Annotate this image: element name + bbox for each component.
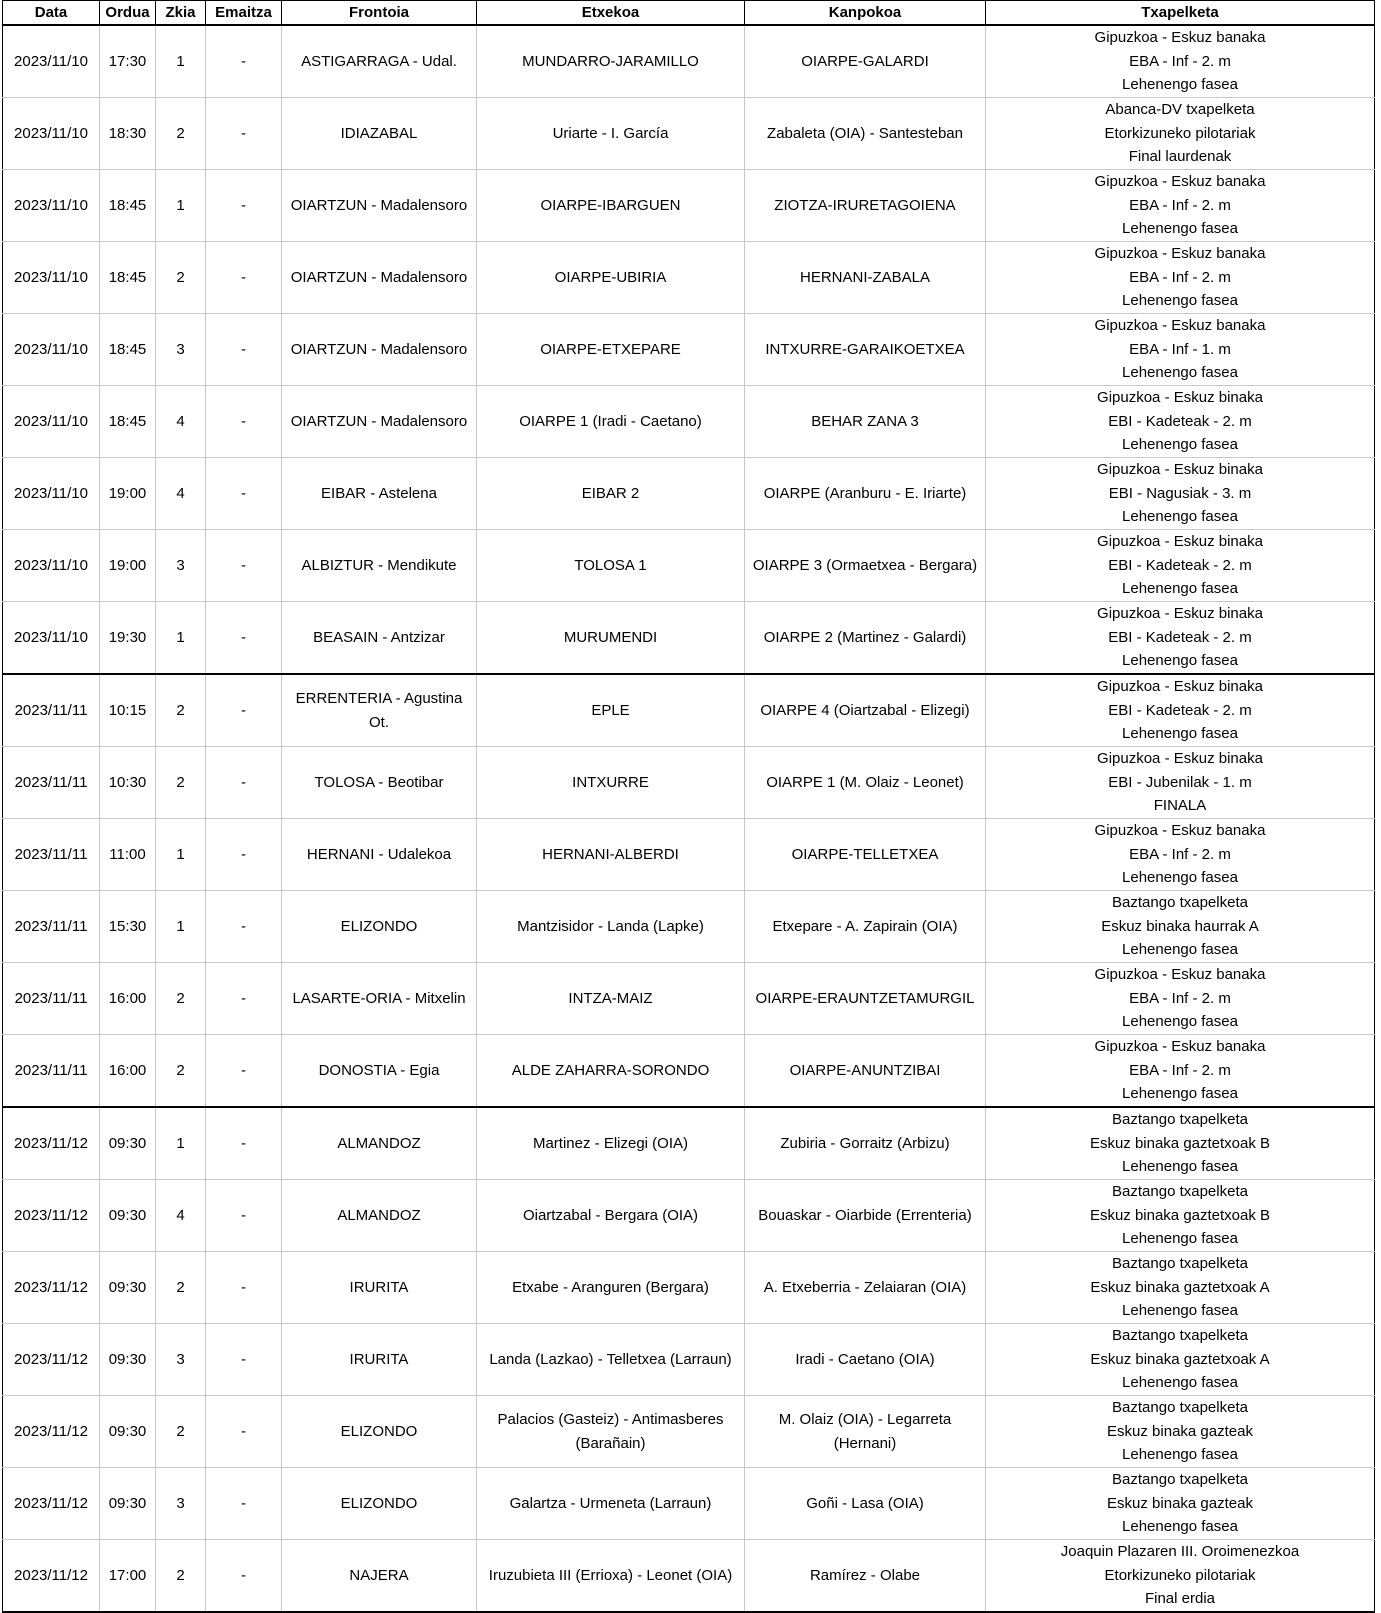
cell-etxekoa: Galartza - Urmeneta (Larraun): [477, 1468, 745, 1540]
txapelketa-line: Baztango txapelketa: [1112, 1111, 1248, 1129]
cell-emaitza: -: [206, 747, 282, 819]
cell-txapelketa: [986, 963, 1375, 1035]
cell-data: 2023/11/10: [3, 170, 100, 242]
cell-ordua: 18:45: [100, 242, 156, 314]
cell-txapelketa: [986, 98, 1375, 170]
txapelketa-line: Eskuz binaka gazteak: [1107, 1422, 1253, 1440]
cell-ordua: 10:30: [100, 747, 156, 819]
cell-emaitza: -: [206, 819, 282, 891]
cell-etxekoa: Uriarte - I. García: [477, 98, 745, 170]
table-row: [3, 314, 1375, 386]
txapelketa-line: EBI - Kadeteak - 2. m: [1108, 701, 1252, 719]
cell-zkia: 3: [156, 530, 206, 602]
cell-ordua: 09:30: [100, 1180, 156, 1252]
cell-emaitza: -: [206, 1468, 282, 1540]
cell-data: 2023/11/12: [3, 1107, 100, 1180]
table-row: [3, 1180, 1375, 1252]
cell-data: 2023/11/12: [3, 1180, 100, 1252]
cell-txapelketa: [986, 314, 1375, 386]
cell-frontoia: ALBIZTUR - Mendikute: [282, 530, 477, 602]
table-row: [3, 747, 1375, 819]
cell-etxekoa: OIARPE-IBARGUEN: [477, 170, 745, 242]
cell-txapelketa: [986, 1107, 1375, 1180]
cell-txapelketa: [986, 1252, 1375, 1324]
table-row: [3, 1324, 1375, 1396]
txapelketa-line: Etorkizuneko pilotariak: [1104, 1566, 1256, 1584]
table-row: [3, 530, 1375, 602]
cell-frontoia: EIBAR - Astelena: [282, 458, 477, 530]
cell-etxekoa: INTZA-MAIZ: [477, 963, 745, 1035]
cell-etxekoa: OIARPE-UBIRIA: [477, 242, 745, 314]
txapelketa-line: Lehenengo fasea: [1122, 292, 1238, 310]
txapelketa-line: EBA - Inf - 1. m: [1129, 340, 1231, 358]
txapelketa-line: Final erdia: [1144, 1590, 1216, 1608]
cell-kanpokoa: OIARPE-ERAUNTZETAMURGIL: [745, 963, 986, 1035]
cell-ordua: 09:30: [100, 1468, 156, 1540]
cell-frontoia: ELIZONDO: [282, 891, 477, 963]
cell-txapelketa: [986, 891, 1375, 963]
cell-kanpokoa: OIARPE (Aranburu - E. Iriarte): [745, 458, 986, 530]
cell-frontoia: IRURITA: [282, 1324, 477, 1396]
table-row: [3, 1035, 1375, 1108]
txapelketa-line: Baztango txapelketa: [1112, 1255, 1248, 1273]
cell-emaitza: -: [206, 963, 282, 1035]
cell-txapelketa: [986, 602, 1375, 675]
table-row: [3, 602, 1375, 675]
cell-ordua: 09:30: [100, 1396, 156, 1468]
cell-emaitza: -: [206, 458, 282, 530]
cell-etxekoa: ALDE ZAHARRA-SORONDO: [477, 1035, 745, 1108]
txapelketa-line: EBA - Inf - 2. m: [1129, 845, 1231, 863]
cell-data: 2023/11/11: [3, 747, 100, 819]
cell-data: 2023/11/10: [3, 602, 100, 675]
cell-emaitza: -: [206, 242, 282, 314]
cell-zkia: 4: [156, 1180, 206, 1252]
cell-zkia: 3: [156, 1468, 206, 1540]
cell-data: 2023/11/12: [3, 1468, 100, 1540]
table-row: [3, 170, 1375, 242]
cell-ordua: 09:30: [100, 1107, 156, 1180]
txapelketa-line: Eskuz binaka gaztetxoak B: [1089, 1134, 1271, 1152]
cell-frontoia: DONOSTIA - Egia: [282, 1035, 477, 1108]
cell-frontoia: OIARTZUN - Madalensoro: [282, 170, 477, 242]
txapelketa-line: Lehenengo fasea: [1122, 1446, 1238, 1464]
cell-data: 2023/11/10: [3, 242, 100, 314]
cell-zkia: 1: [156, 1107, 206, 1180]
cell-kanpokoa: OIARPE-GALARDI: [745, 25, 986, 98]
cell-frontoia: IRURITA: [282, 1252, 477, 1324]
cell-txapelketa: [986, 1540, 1375, 1613]
column-header-etxekoa: Etxekoa: [477, 1, 745, 26]
txapelketa-line: Lehenengo fasea: [1122, 436, 1238, 454]
txapelketa-line: Gipuzkoa - Eskuz binaka: [1097, 605, 1263, 623]
cell-emaitza: -: [206, 602, 282, 675]
cell-ordua: 18:45: [100, 170, 156, 242]
cell-etxekoa: Mantzisidor - Landa (Lapke): [477, 891, 745, 963]
cell-zkia: 2: [156, 1396, 206, 1468]
table-row: [3, 386, 1375, 458]
cell-frontoia: ASTIGARRAGA - Udal.: [282, 25, 477, 98]
txapelketa-line: Lehenengo fasea: [1122, 1158, 1238, 1176]
cell-emaitza: -: [206, 1180, 282, 1252]
txapelketa-line: Gipuzkoa - Eskuz binaka: [1097, 461, 1263, 479]
txapelketa-line: Lehenengo fasea: [1122, 1085, 1238, 1103]
txapelketa-line: EBA - Inf - 2. m: [1129, 196, 1231, 214]
cell-frontoia: ELIZONDO: [282, 1468, 477, 1540]
cell-etxekoa: OIARPE-ETXEPARE: [477, 314, 745, 386]
table-row: [3, 1540, 1375, 1613]
cell-data: 2023/11/10: [3, 458, 100, 530]
cell-txapelketa: [986, 674, 1375, 747]
cell-kanpokoa: Ramírez - Olabe: [745, 1540, 986, 1613]
cell-frontoia: OIARTZUN - Madalensoro: [282, 242, 477, 314]
cell-txapelketa: [986, 25, 1375, 98]
cell-txapelketa: [986, 1035, 1375, 1108]
column-header-data: Data: [3, 1, 100, 26]
cell-zkia: 4: [156, 458, 206, 530]
cell-txapelketa: [986, 386, 1375, 458]
cell-ordua: 09:30: [100, 1252, 156, 1324]
table-row: [3, 963, 1375, 1035]
txapelketa-line: Gipuzkoa - Eskuz binaka: [1097, 678, 1263, 696]
cell-frontoia: ELIZONDO: [282, 1396, 477, 1468]
txapelketa-line: Eskuz binaka gaztetxoak A: [1090, 1350, 1270, 1368]
cell-emaitza: -: [206, 1252, 282, 1324]
cell-frontoia: IDIAZABAL: [282, 98, 477, 170]
cell-ordua: 18:45: [100, 386, 156, 458]
txapelketa-line: Gipuzkoa - Eskuz banaka: [1094, 245, 1266, 263]
table-body: [3, 25, 1375, 1612]
cell-kanpokoa: OIARPE 3 (Ormaetxea - Bergara): [745, 530, 986, 602]
cell-txapelketa: [986, 1468, 1375, 1540]
table-row: [3, 25, 1375, 98]
cell-data: 2023/11/10: [3, 98, 100, 170]
cell-data: 2023/11/11: [3, 1035, 100, 1108]
table-row: [3, 819, 1375, 891]
cell-frontoia: NAJERA: [282, 1540, 477, 1613]
txapelketa-line: Gipuzkoa - Eskuz binaka: [1097, 750, 1263, 768]
cell-frontoia: ALMANDOZ: [282, 1107, 477, 1180]
txapelketa-line: Gipuzkoa - Eskuz banaka: [1094, 966, 1266, 984]
txapelketa-line: Lehenengo fasea: [1122, 1374, 1238, 1392]
cell-data: 2023/11/12: [3, 1540, 100, 1613]
table-row: [3, 891, 1375, 963]
cell-frontoia: OIARTZUN - Madalensoro: [282, 314, 477, 386]
column-header-kanpokoa: Kanpokoa: [745, 1, 986, 26]
cell-frontoia: ALMANDOZ: [282, 1180, 477, 1252]
cell-txapelketa: [986, 170, 1375, 242]
cell-emaitza: -: [206, 1035, 282, 1108]
cell-frontoia: HERNANI - Udalekoa: [282, 819, 477, 891]
table-row: [3, 1468, 1375, 1540]
cell-txapelketa: [986, 1324, 1375, 1396]
cell-data: 2023/11/11: [3, 674, 100, 747]
cell-etxekoa: Iruzubieta III (Errioxa) - Leonet (OIA): [477, 1540, 745, 1613]
txapelketa-line: Lehenengo fasea: [1122, 220, 1238, 238]
cell-ordua: 11:00: [100, 819, 156, 891]
match-schedule-table: [2, 0, 1375, 1613]
txapelketa-line: EBA - Inf - 2. m: [1129, 52, 1231, 70]
cell-ordua: 10:15: [100, 674, 156, 747]
column-header-emaitza: Emaitza: [206, 1, 282, 26]
cell-txapelketa: [986, 819, 1375, 891]
cell-txapelketa: [986, 530, 1375, 602]
txapelketa-line: Lehenengo fasea: [1122, 1230, 1238, 1248]
cell-ordua: 16:00: [100, 1035, 156, 1108]
cell-etxekoa: INTXURRE: [477, 747, 745, 819]
txapelketa-line: Abanca-DV txapelketa: [1105, 101, 1255, 119]
txapelketa-line: Final laurdenak: [1128, 148, 1232, 166]
cell-emaitza: -: [206, 891, 282, 963]
txapelketa-line: Gipuzkoa - Eskuz banaka: [1094, 29, 1266, 47]
table-row: [3, 674, 1375, 747]
cell-data: 2023/11/12: [3, 1396, 100, 1468]
cell-data: 2023/11/11: [3, 891, 100, 963]
cell-etxekoa: OIARPE 1 (Iradi - Caetano): [477, 386, 745, 458]
txapelketa-line: Baztango txapelketa: [1112, 1327, 1248, 1345]
column-header-ordua: Ordua: [100, 1, 156, 26]
cell-emaitza: -: [206, 98, 282, 170]
txapelketa-line: EBI - Kadeteak - 2. m: [1108, 556, 1252, 574]
cell-frontoia: OIARTZUN - Madalensoro: [282, 386, 477, 458]
cell-txapelketa: [986, 458, 1375, 530]
txapelketa-line: EBI - Nagusiak - 3. m: [1108, 484, 1252, 502]
cell-ordua: 19:30: [100, 602, 156, 675]
txapelketa-line: Lehenengo fasea: [1122, 508, 1238, 526]
table-row: [3, 1107, 1375, 1180]
txapelketa-line: EBA - Inf - 2. m: [1129, 268, 1231, 286]
cell-ordua: 17:00: [100, 1540, 156, 1613]
cell-data: 2023/11/10: [3, 25, 100, 98]
cell-frontoia: ERRENTERIA - Agustina Ot.: [282, 674, 477, 747]
txapelketa-line: Eskuz binaka gazteak: [1107, 1494, 1253, 1512]
table-row: [3, 458, 1375, 530]
txapelketa-line: Baztango txapelketa: [1112, 1399, 1248, 1417]
cell-zkia: 2: [156, 1540, 206, 1613]
txapelketa-line: Baztango txapelketa: [1112, 894, 1248, 912]
cell-zkia: 1: [156, 25, 206, 98]
cell-txapelketa: [986, 1396, 1375, 1468]
txapelketa-line: Lehenengo fasea: [1122, 364, 1238, 382]
txapelketa-line: Gipuzkoa - Eskuz banaka: [1094, 173, 1266, 191]
cell-frontoia: BEASAIN - Antzizar: [282, 602, 477, 675]
cell-etxekoa: MURUMENDI: [477, 602, 745, 675]
cell-emaitza: -: [206, 530, 282, 602]
cell-emaitza: -: [206, 1540, 282, 1613]
cell-zkia: 2: [156, 674, 206, 747]
cell-etxekoa: TOLOSA 1: [477, 530, 745, 602]
cell-zkia: 4: [156, 386, 206, 458]
cell-ordua: 09:30: [100, 1324, 156, 1396]
cell-ordua: 15:30: [100, 891, 156, 963]
cell-zkia: 3: [156, 314, 206, 386]
cell-zkia: 1: [156, 819, 206, 891]
txapelketa-line: Lehenengo fasea: [1122, 1013, 1238, 1031]
cell-zkia: 1: [156, 170, 206, 242]
cell-txapelketa: [986, 242, 1375, 314]
txapelketa-line: EBI - Kadeteak - 2. m: [1108, 412, 1252, 430]
txapelketa-line: Lehenengo fasea: [1122, 725, 1238, 743]
txapelketa-line: Gipuzkoa - Eskuz binaka: [1097, 533, 1263, 551]
txapelketa-line: Eskuz binaka gaztetxoak A: [1090, 1278, 1270, 1296]
cell-emaitza: -: [206, 170, 282, 242]
column-header-zkia: Zkia: [156, 1, 206, 26]
cell-etxekoa: HERNANI-ALBERDI: [477, 819, 745, 891]
table-row: [3, 1396, 1375, 1468]
txapelketa-line: Lehenengo fasea: [1122, 1302, 1238, 1320]
cell-kanpokoa: Goñi - Lasa (OIA): [745, 1468, 986, 1540]
cell-etxekoa: Palacios (Gasteiz) - Antimasberes (Barañain): [477, 1396, 745, 1468]
cell-etxekoa: MUNDARRO-JARAMILLO: [477, 25, 745, 98]
cell-emaitza: -: [206, 674, 282, 747]
cell-emaitza: -: [206, 1396, 282, 1468]
txapelketa-line: Gipuzkoa - Eskuz banaka: [1094, 822, 1266, 840]
cell-kanpokoa: Zubiria - Gorraitz (Arbizu): [745, 1107, 986, 1180]
cell-etxekoa: Landa (Lazkao) - Telletxea (Larraun): [477, 1324, 745, 1396]
cell-data: 2023/11/11: [3, 819, 100, 891]
cell-zkia: 1: [156, 891, 206, 963]
cell-etxekoa: Oiartzabal - Bergara (OIA): [477, 1180, 745, 1252]
txapelketa-line: Lehenengo fasea: [1122, 580, 1238, 598]
cell-kanpokoa: ZIOTZA-IRURETAGOIENA: [745, 170, 986, 242]
txapelketa-line: Lehenengo fasea: [1122, 652, 1238, 670]
cell-zkia: 1: [156, 602, 206, 675]
cell-emaitza: -: [206, 25, 282, 98]
txapelketa-line: Gipuzkoa - Eskuz banaka: [1094, 1038, 1266, 1056]
cell-kanpokoa: BEHAR ZANA 3: [745, 386, 986, 458]
cell-kanpokoa: INTXURRE-GARAIKOETXEA: [745, 314, 986, 386]
cell-ordua: 19:00: [100, 458, 156, 530]
cell-kanpokoa: Zabaleta (OIA) - Santesteban: [745, 98, 986, 170]
cell-etxekoa: Martinez - Elizegi (OIA): [477, 1107, 745, 1180]
txapelketa-line: Lehenengo fasea: [1122, 76, 1238, 94]
cell-kanpokoa: HERNANI-ZABALA: [745, 242, 986, 314]
cell-zkia: 3: [156, 1324, 206, 1396]
cell-data: 2023/11/10: [3, 530, 100, 602]
cell-etxekoa: EPLE: [477, 674, 745, 747]
cell-kanpokoa: OIARPE 2 (Martinez - Galardi): [745, 602, 986, 675]
cell-zkia: 2: [156, 242, 206, 314]
txapelketa-line: Baztango txapelketa: [1112, 1471, 1248, 1489]
cell-frontoia: LASARTE-ORIA - Mitxelin: [282, 963, 477, 1035]
cell-frontoia: TOLOSA - Beotibar: [282, 747, 477, 819]
cell-kanpokoa: M. Olaiz (OIA) - Legarreta (Hernani): [745, 1396, 986, 1468]
cell-ordua: 17:30: [100, 25, 156, 98]
cell-emaitza: -: [206, 1107, 282, 1180]
cell-emaitza: -: [206, 1324, 282, 1396]
cell-data: 2023/11/11: [3, 963, 100, 1035]
cell-ordua: 18:45: [100, 314, 156, 386]
cell-etxekoa: Etxabe - Aranguren (Bergara): [477, 1252, 745, 1324]
cell-ordua: 18:30: [100, 98, 156, 170]
cell-txapelketa: [986, 1180, 1375, 1252]
txapelketa-line: Lehenengo fasea: [1122, 941, 1238, 959]
cell-kanpokoa: OIARPE 4 (Oiartzabal - Elizegi): [745, 674, 986, 747]
cell-kanpokoa: OIARPE-ANUNTZIBAI: [745, 1035, 986, 1108]
txapelketa-line: Etorkizuneko pilotariak: [1104, 124, 1256, 142]
cell-zkia: 2: [156, 98, 206, 170]
cell-zkia: 2: [156, 1035, 206, 1108]
cell-txapelketa: [986, 747, 1375, 819]
cell-kanpokoa: Bouaskar - Oiarbide (Errenteria): [745, 1180, 986, 1252]
txapelketa-line: EBA - Inf - 2. m: [1129, 989, 1231, 1007]
txapelketa-line: Gipuzkoa - Eskuz binaka: [1097, 389, 1263, 407]
cell-data: 2023/11/10: [3, 386, 100, 458]
cell-kanpokoa: Etxepare - A. Zapirain (OIA): [745, 891, 986, 963]
cell-etxekoa: EIBAR 2: [477, 458, 745, 530]
cell-zkia: 2: [156, 963, 206, 1035]
column-header-frontoia: Frontoia: [282, 1, 477, 26]
cell-data: 2023/11/12: [3, 1252, 100, 1324]
table-row: [3, 1252, 1375, 1324]
txapelketa-line: EBA - Inf - 2. m: [1129, 1061, 1231, 1079]
txapelketa-line: EBI - Kadeteak - 2. m: [1108, 628, 1252, 646]
txapelketa-line: Gipuzkoa - Eskuz banaka: [1094, 317, 1266, 335]
cell-kanpokoa: A. Etxeberria - Zelaiaran (OIA): [745, 1252, 986, 1324]
cell-data: 2023/11/10: [3, 314, 100, 386]
txapelketa-line: Lehenengo fasea: [1122, 869, 1238, 887]
txapelketa-line: Joaquin Plazaren III. Oroimenezkoa: [1060, 1543, 1300, 1561]
txapelketa-line: Eskuz binaka gaztetxoak B: [1089, 1206, 1271, 1224]
txapelketa-line: Baztango txapelketa: [1112, 1183, 1248, 1201]
cell-kanpokoa: Iradi - Caetano (OIA): [745, 1324, 986, 1396]
table-row: [3, 98, 1375, 170]
cell-emaitza: -: [206, 386, 282, 458]
cell-ordua: 19:00: [100, 530, 156, 602]
column-header-txapelketa: Txapelketa: [986, 1, 1375, 26]
cell-kanpokoa: OIARPE 1 (M. Olaiz - Leonet): [745, 747, 986, 819]
txapelketa-line: Lehenengo fasea: [1122, 1518, 1238, 1536]
header-row: [3, 1, 1375, 26]
cell-data: 2023/11/12: [3, 1324, 100, 1396]
txapelketa-line: EBI - Jubenilak - 1. m: [1108, 773, 1252, 791]
cell-ordua: 16:00: [100, 963, 156, 1035]
txapelketa-line: Eskuz binaka haurrak A: [1101, 917, 1259, 935]
cell-kanpokoa: OIARPE-TELLETXEA: [745, 819, 986, 891]
txapelketa-line: FINALA: [1153, 797, 1207, 815]
cell-zkia: 2: [156, 1252, 206, 1324]
cell-zkia: 2: [156, 747, 206, 819]
cell-emaitza: -: [206, 314, 282, 386]
table-row: [3, 242, 1375, 314]
